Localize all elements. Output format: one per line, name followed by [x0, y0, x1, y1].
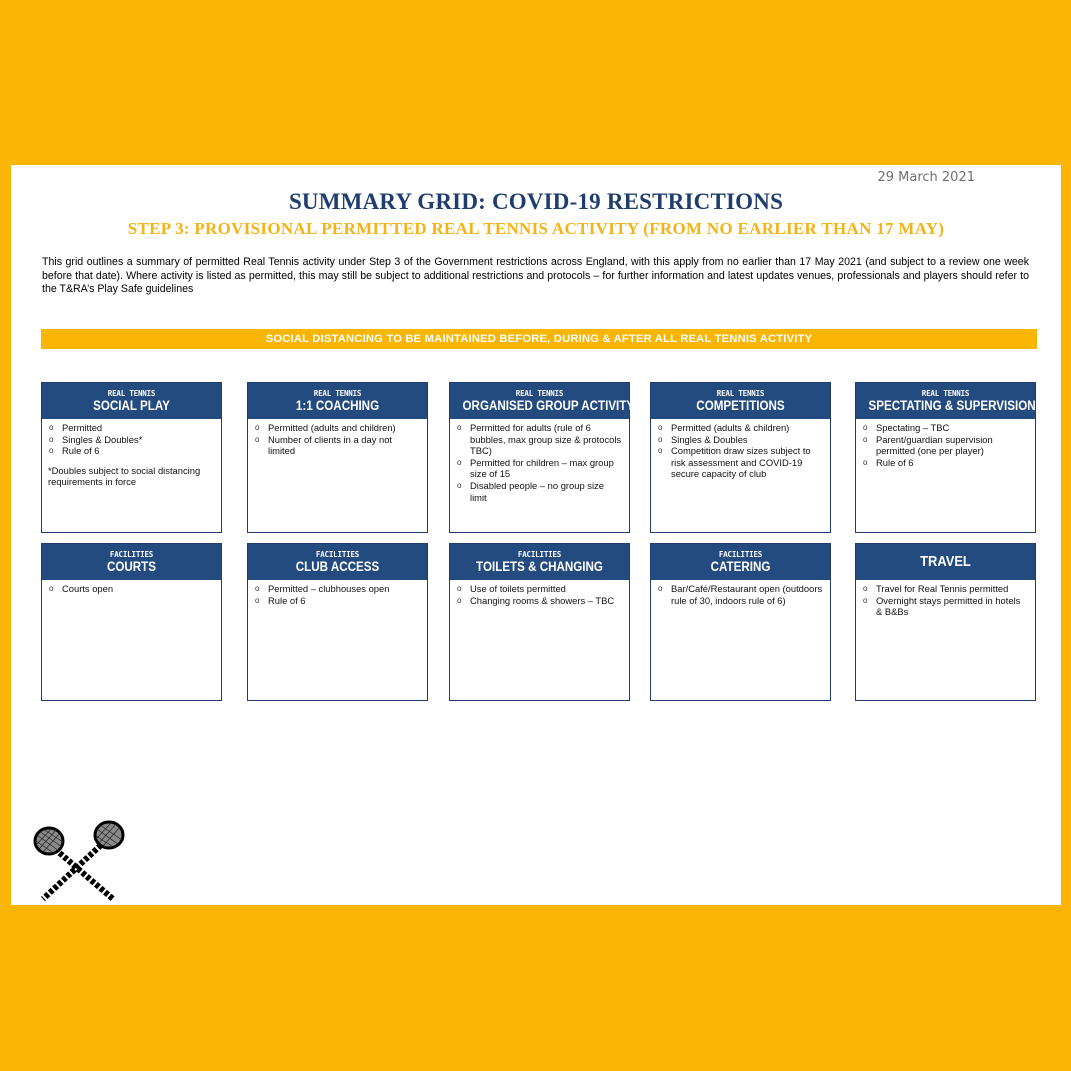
card-title: CATERING	[710, 558, 771, 574]
card-kicker: REAL TENNIS	[716, 388, 765, 398]
page-subtitle: STEP 3: PROVISIONAL PERMITTED REAL TENNIS ACTIVITY (FROM NO EARLIER THAN 17 MAY)	[127, 219, 945, 238]
list-item: o Permitted for adults (rule of 6 bubbles, max group size & protocols TBC)	[456, 422, 623, 457]
list-item: o Rule of 6	[48, 445, 215, 457]
card-list	[657, 583, 824, 606]
list-item: o Parent/guardian supervision permitted (one per player)	[862, 434, 1029, 457]
card-header	[651, 544, 830, 580]
card-body	[42, 580, 221, 599]
list-item: o Overnight stays permitted in hotels & B&Bs	[862, 595, 1029, 618]
card-footnote: *Doubles subject to social distancing requirements in force	[48, 464, 201, 488]
card-list	[456, 583, 623, 606]
card-list	[862, 422, 1029, 468]
card-body	[42, 419, 221, 492]
card-title: ORGANISED GROUP ACTIVITY	[462, 397, 635, 413]
list-item: o Courts open	[48, 583, 215, 595]
card-travel	[855, 543, 1036, 701]
card-header	[248, 544, 427, 580]
card-title: COURTS	[106, 558, 157, 574]
card-body	[248, 580, 427, 610]
card-title: TRAVEL	[920, 553, 971, 570]
card-body	[248, 419, 427, 461]
card-title: SOCIAL PLAY	[93, 397, 170, 413]
card-body	[856, 580, 1035, 622]
document-date: 29 March 2021	[877, 170, 975, 185]
card-kicker: FACILITIES	[718, 549, 763, 559]
card-list	[254, 422, 421, 457]
card-kicker: FACILITIES	[109, 549, 154, 559]
card-social-play	[41, 382, 222, 533]
card-title: CLUB ACCESS	[295, 558, 380, 574]
list-item: o Permitted for children – max group size of 15	[456, 457, 623, 480]
card-kicker: FACILITIES	[517, 549, 562, 559]
list-item: o Permitted (adults and children)	[254, 422, 421, 434]
card-header	[856, 544, 1035, 580]
card-kicker: REAL TENNIS	[921, 388, 970, 398]
list-item: o Spectating – TBC	[862, 422, 1029, 434]
page-title: SUMMARY GRID: COVID-19 RESTRICTIONS	[288, 189, 784, 214]
card-header	[450, 383, 635, 419]
card-catering	[650, 543, 831, 701]
intro-paragraph: This grid outlines a summary of permitted Real Tennis activity under Step 3 of the Government restrictions across England, with this apply from no earlier than 17 May 2021 (and subject to a review one week before that date). Where activity is listed as permitted, this may still be subject to additional restrictions and protocols – for further information and latest updates venues, professionals and players should refer to the T&RA’s Play Safe guidelines	[42, 256, 1029, 295]
card-body	[450, 580, 629, 610]
card-title: TOILETS & CHANGING	[476, 558, 603, 574]
card-body	[651, 419, 830, 484]
list-item: o Travel for Real Tennis permitted	[862, 583, 1029, 595]
card-title: 1:1 COACHING	[295, 397, 380, 413]
list-item: o Competition draw sizes subject to risk assessment and COVID-19 secure capacity of club	[657, 445, 824, 480]
card-list	[456, 422, 623, 503]
card-competitions	[650, 382, 831, 533]
list-item: o Rule of 6	[862, 457, 1029, 469]
card-title: COMPETITIONS	[696, 397, 785, 413]
card-body	[450, 419, 629, 507]
document-page	[11, 165, 1061, 905]
crossed-rackets-icon	[25, 815, 131, 905]
card-header	[450, 544, 629, 580]
card-header	[42, 383, 221, 419]
card-1-1-coaching	[247, 382, 428, 533]
list-item: o Singles & Doubles	[657, 434, 824, 446]
list-item: o Disabled people – no group size limit	[456, 480, 623, 503]
card-kicker: REAL TENNIS	[107, 388, 156, 398]
card-header	[248, 383, 427, 419]
card-list	[254, 583, 421, 606]
card-kicker: REAL TENNIS	[313, 388, 362, 398]
social-distancing-banner: SOCIAL DISTANCING TO BE MAINTAINED BEFORE, DURING & AFTER ALL REAL TENNIS ACTIVITY	[41, 329, 1037, 349]
card-body	[651, 580, 830, 610]
card-list	[48, 583, 215, 595]
list-item: o Number of clients in a day not limited	[254, 434, 421, 457]
card-list	[48, 422, 215, 457]
card-toilets-changing	[449, 543, 630, 701]
list-item: o Bar/Café/Restaurant open (outdoors rule of 30, indoors rule of 6)	[657, 583, 824, 606]
card-list	[657, 422, 824, 480]
list-item: o Permitted (adults & children)	[657, 422, 824, 434]
card-courts	[41, 543, 222, 701]
list-item: o Singles & Doubles*	[48, 434, 215, 446]
card-header	[651, 383, 830, 419]
card-organised-group-activity	[449, 382, 635, 533]
card-kicker: REAL TENNIS	[515, 388, 564, 398]
card-header	[856, 383, 1035, 419]
card-body	[856, 419, 1035, 472]
card-title: SPECTATING & SUPERVISION	[868, 397, 1036, 413]
card-header	[42, 544, 221, 580]
list-item: o Changing rooms & showers – TBC	[456, 595, 623, 607]
list-item: o Permitted – clubhouses open	[254, 583, 421, 595]
card-list	[862, 583, 1029, 618]
card-kicker: FACILITIES	[315, 549, 360, 559]
card-spectating-supervision	[855, 382, 1036, 533]
list-item: o Use of toilets permitted	[456, 583, 623, 595]
card-club-access	[247, 543, 428, 701]
list-item: o Rule of 6	[254, 595, 421, 607]
list-item: o Permitted	[48, 422, 215, 434]
